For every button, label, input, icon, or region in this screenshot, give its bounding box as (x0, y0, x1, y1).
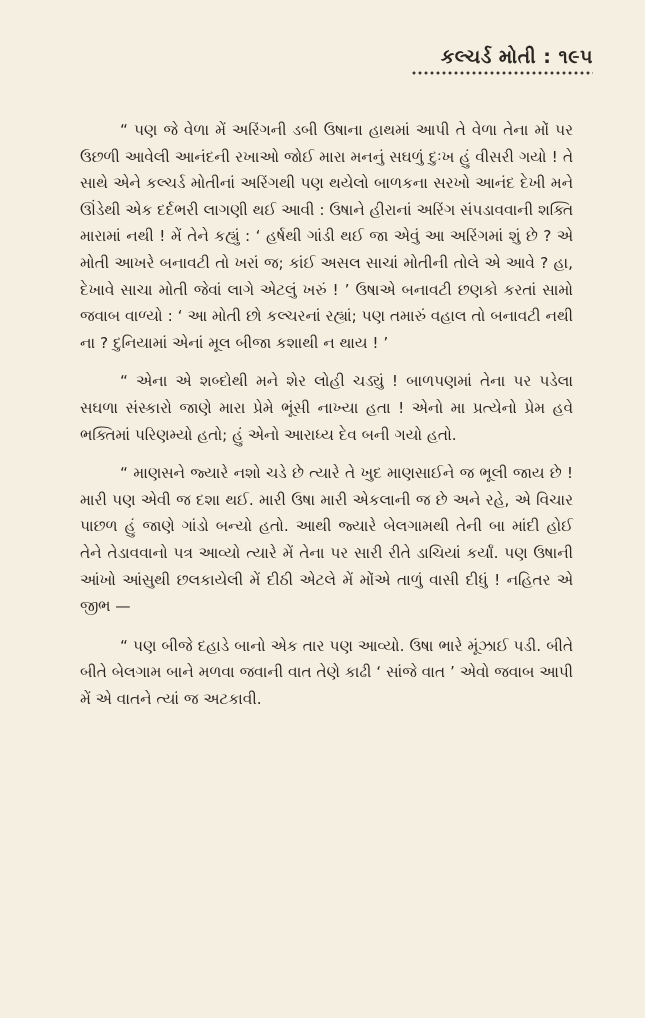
paragraph-3: “ માણસને જ્યારે નશો ચડે છે ત્યારે તે ખુદ માણસાઈને જ ભૂલી જાય છે ! મારી પણ એવી જ દશા થઈ. મારી ઉષા મારી એકલાની જ છે અને રહે, એ વિચાર પાછળ હું જાણે ગાંડો બન્યો હતો. આથી જ્યારે બેલગામથી તેની બા માંદી હોઈ તેને તેડાવવાનો પત્ર આવ્યો ત્યારે મેં તેના પર સારી રીતે ડાચિયાં કર્યાં. પણ ઉષાની આંખો આંસુથી છલકાયેલી મેં દીઠી એટલે મેં મોંએ તાળું વાસી દીધું ! નહિતર એ જીભ — (80, 464, 573, 616)
running-header (411, 46, 593, 76)
running-title: કલ્ચર્ડ મોતી : ૧૯૫ (440, 46, 593, 68)
paragraph-2: “ એના એ શબ્દોથી મને શેર લોહી ચડ્યું ! બાળપણમાં તેના પર પડેલા સઘળા સંસ્કારો જાણે મારા પ્રેમે ભૂંસી નાખ્યા હતા ! એનો મા પ્રત્યેનો પ્રેમ હવે ભક્તિમાં પરિણમ્યો હતો; હું એનો આરાધ્ય દેવ બની ગયો હતો. (80, 372, 573, 444)
header-dotted-rule (411, 70, 593, 76)
body-text (80, 117, 573, 712)
paragraph-4: “ પણ બીજે દહાડે બાનો એક તાર પણ આવ્યો. ઉષા ભારે મૂંઝાઈ પડી. બીતે બીતે બેલગામ બાને મળવા જવાની વાત તેણે કાઢી ‘ સાંજે વાત ’ એવો જવાબ આપી મેં એ વાતને ત્યાં જ અટકાવી. (80, 636, 573, 708)
paragraph-1: “ પણ જે વેળા મેં અરિંગની ડબી ઉષાના હાથમાં આપી તે વેળા તેના મોં પર ઉછળી આવેલી આનંદની રખાઓ જોઈ મારા મનનું સઘળું દુઃખ હું વીસરી ગયો ! તે સાથે એને કલ્ચર્ડ મોતીનાં અરિંગથી પણ થયેલો બાળકના સરખો આનંદ દેખી મને ઊંડેથી એક દર્દભરી લાગણી થઈ આવી : ઉષાને હીરાનાં અરિંગ સંપડાવવાની શક્તિ મારામાં નથી ! મેં તેને કહ્યું : ‘ હર્ષથી ગાંડી થઈ જા એવું આ અરિંગમાં શું છે ? એ મોતી આખરે બનાવટી તો ખરાં જ; કાંઈ અસલ સાચાં મોતીની તોલે એ આવે ? હા, દેખાવે સાચા મોતી જેવાં લાગે એટલું ખરું ! ’ ઉષાએ બનાવટી છણકો કરતાં સામો જવાબ વાળ્યો : ‘ આ મોતી છો કલ્ચરનાં રહ્યાં; પણ તમારું વહાલ તો બનાવટી નથી ના ? દુનિયામાં એનાં મૂલ બીજા કશાથી ન થાય ! ’ (80, 121, 573, 352)
